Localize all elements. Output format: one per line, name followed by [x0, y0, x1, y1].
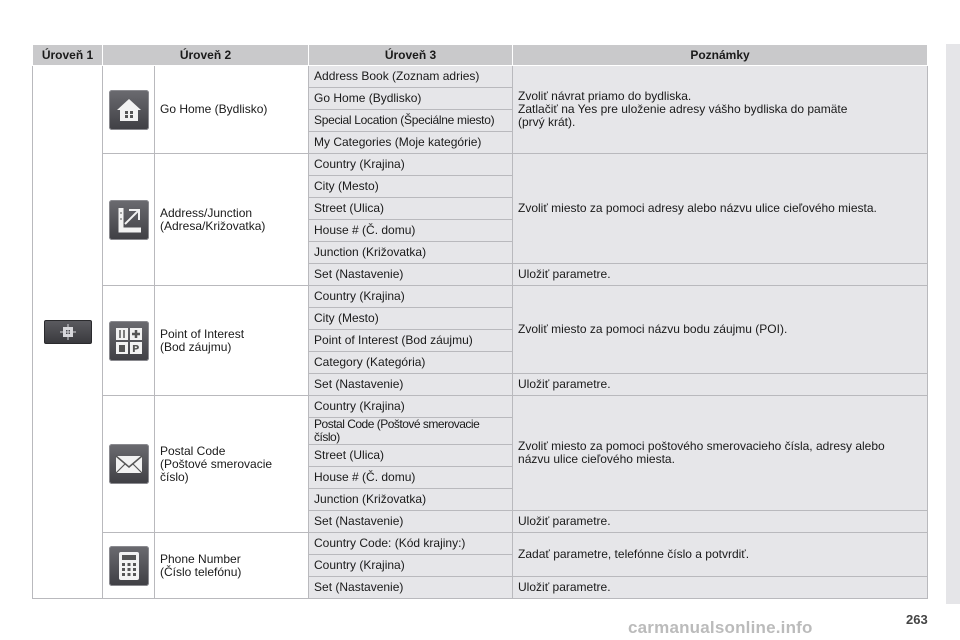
- section-label: Point of Interest (Bod záujmu): [155, 286, 309, 396]
- menu-item-set[interactable]: Set (Nastavenie): [309, 577, 513, 599]
- set-note: Uložiť parametre.: [513, 511, 928, 533]
- set-note: Uložiť parametre.: [513, 577, 928, 599]
- watermark: carmanualsonline.info: [628, 618, 813, 637]
- section-note: Zvoliť miesto za pomoci adresy alebo názvu ulice cieľového miesta.: [513, 154, 928, 264]
- section-note: Zvoliť miesto za pomoci názvu bodu záujmu (POI).: [513, 286, 928, 374]
- svg-text:P: P: [131, 343, 139, 355]
- menu-item-street[interactable]: Street (Ulica): [309, 445, 513, 467]
- table-header-row: [33, 45, 928, 66]
- menu-item-city[interactable]: City (Mesto): [309, 308, 513, 330]
- menu-item-postal-code[interactable]: Postal Code (Poštové smerovacie číslo): [309, 418, 513, 445]
- page-side-tab: [946, 44, 960, 604]
- section-note: Zvoliť miesto za pomoci poštového smerovacieho čísla, adresy alebo názvu ulice cieľového miesta.: [513, 396, 928, 511]
- section-label: Postal Code (Poštové smerovacie číslo): [155, 396, 309, 533]
- set-note: Uložiť parametre.: [513, 264, 928, 286]
- section-icon-cell: [103, 533, 155, 599]
- header-level2: Úroveň 2: [103, 45, 309, 66]
- section-icon-cell: [103, 286, 155, 396]
- section-label: Address/Junction (Adresa/Križovatka): [155, 154, 309, 286]
- section-label: Phone Number (Číslo telefónu): [155, 533, 309, 599]
- menu-item-house-number[interactable]: House # (Č. domu): [309, 220, 513, 242]
- table-row: [33, 66, 928, 88]
- section-label: Go Home (Bydlisko): [155, 66, 309, 154]
- table-row: [33, 396, 928, 418]
- point-of-interest-icon: [109, 321, 149, 361]
- menu-item-go-home[interactable]: Go Home (Bydlisko): [309, 88, 513, 110]
- table-row: [33, 154, 928, 176]
- envelope-icon: [109, 444, 149, 484]
- table-row: [33, 286, 928, 308]
- menu-item-country[interactable]: Country (Krajina): [309, 396, 513, 418]
- menu-item-country[interactable]: Country (Krajina): [309, 154, 513, 176]
- section-icon-cell: [103, 154, 155, 286]
- header-notes: Poznámky: [513, 45, 928, 66]
- menu-item-city[interactable]: City (Mesto): [309, 176, 513, 198]
- menu-item-country-code[interactable]: Country Code: (Kód krajiny:): [309, 533, 513, 555]
- page-number: 263: [906, 612, 928, 627]
- menu-item-my-categories[interactable]: My Categories (Moje kategórie): [309, 132, 513, 154]
- section-icon-cell: [103, 66, 155, 154]
- menu-item-address-book[interactable]: Address Book (Zoznam adries): [309, 66, 513, 88]
- menu-item-set[interactable]: Set (Nastavenie): [309, 374, 513, 396]
- navigation-destination-icon: [44, 320, 92, 344]
- menu-item-set[interactable]: Set (Nastavenie): [309, 511, 513, 533]
- menu-item-set[interactable]: Set (Nastavenie): [309, 264, 513, 286]
- menu-item-point-of-interest[interactable]: Point of Interest (Bod záujmu): [309, 330, 513, 352]
- section-icon-cell: [103, 396, 155, 533]
- table-row: [33, 533, 928, 555]
- menu-item-junction[interactable]: Junction (Križovatka): [309, 489, 513, 511]
- menu-item-category[interactable]: Category (Kategória): [309, 352, 513, 374]
- menu-item-country[interactable]: Country (Krajina): [309, 555, 513, 577]
- navigation-menu-table: [32, 44, 928, 599]
- address-junction-icon: [109, 200, 149, 240]
- set-note: Uložiť parametre.: [513, 374, 928, 396]
- menu-item-street[interactable]: Street (Ulica): [309, 198, 513, 220]
- home-icon: [109, 90, 149, 130]
- section-note: Zvoliť návrat priamo do bydliska. Zatlačiť na Yes pre uloženie adresy vášho bydliska do pamäte (prvý krát).: [513, 66, 928, 154]
- header-level1: Úroveň 1: [33, 45, 103, 66]
- phone-keypad-icon: [109, 546, 149, 586]
- menu-item-house-number[interactable]: House # (Č. domu): [309, 467, 513, 489]
- menu-item-country[interactable]: Country (Krajina): [309, 286, 513, 308]
- level1-cell: [33, 66, 103, 599]
- menu-item-special-location[interactable]: Special Location (Špeciálne miesto): [309, 110, 513, 132]
- header-level3: Úroveň 3: [309, 45, 513, 66]
- menu-item-junction[interactable]: Junction (Križovatka): [309, 242, 513, 264]
- section-note: Zadať parametre, telefónne číslo a potvrdiť.: [513, 533, 928, 577]
